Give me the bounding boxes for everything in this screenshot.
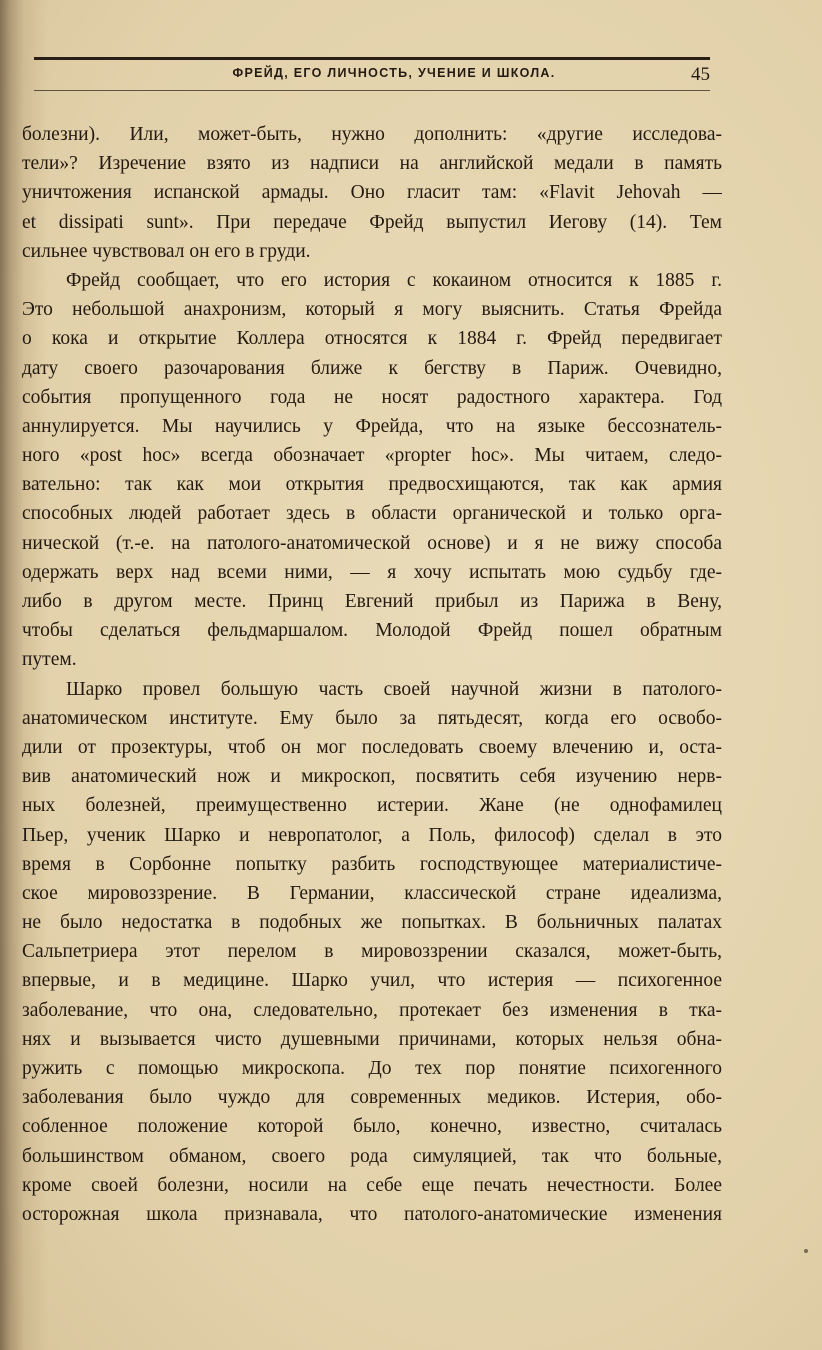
text-line: события пропущенного года не носят радостного характера. Год — [22, 386, 722, 408]
text-line: сильнее чувствовал он его в груди. — [22, 240, 311, 262]
text-line: вательно: так как мои открытия предвосхищаются, так как армия — [22, 474, 722, 496]
paragraph-first-line: Шарко провел большую часть своей научной жизни в патолого- — [66, 678, 722, 700]
text-line: нях и вызывается чисто душевными причинами, которых нельзя обна- — [22, 1028, 722, 1050]
text-line: время в Сорбонне попытку разбить господствующее материалистиче- — [22, 853, 722, 875]
header-bottom-rule — [34, 90, 710, 91]
text-line: дату своего разочарования ближе к бегству в Париж. Очевидно, — [22, 357, 722, 379]
text-line: аннулируется. Мы научились у Фрейда, что на языке бессознатель- — [22, 415, 722, 437]
text-line: собленное положение которой было, конечно, известно, считалась — [22, 1116, 722, 1138]
text-line: Пьер, ученик Шарко и невропатолог, а Поль, философ) сделал в это — [22, 824, 722, 846]
body-text — [22, 120, 722, 1229]
paragraph-first-line: Фрейд сообщает, что его история с кокаином относится к 1885 г. — [66, 269, 722, 291]
text-line: впервые, и в медицине. Шарко учил, что истерия — психогенное — [22, 970, 722, 992]
text-line: о кока и открытие Коллера относятся к 1884 г. Фрейд передвигает — [22, 328, 722, 350]
running-head — [34, 64, 710, 86]
text-line: заболевания было чуждо для современных медиков. Истерия, обо- — [22, 1087, 722, 1109]
text-line: чтобы сделаться фельдмаршалом. Молодой Фрейд пошел обратным — [22, 620, 722, 642]
paper-speck — [804, 1249, 808, 1253]
running-title: ФРЕЙД, ЕГО ЛИЧНОСТЬ, УЧЕНИЕ И ШКОЛА. — [232, 66, 556, 80]
text-line: либо в другом месте. Принц Евгений прибыл из Парижа в Вену, — [22, 591, 722, 612]
header-top-rule — [34, 57, 710, 60]
text-line: ружить с помощью микроскопа. До тех пор понятие психогенного — [22, 1058, 722, 1079]
text-line: дили от прозектуры, чтоб он мог последовать своему влечению и, оста- — [22, 736, 722, 758]
text-line: тели»? Изречение взято из надписи на английской медали в память — [22, 153, 722, 175]
text-line: ных болезней, преимущественно истерии. Жане (не однофамилец — [22, 795, 722, 817]
text-line: ское мировоззрение. В Германии, классической стране идеализма, — [22, 882, 722, 904]
text-line: Это небольшой анахронизм, который я могу выяснить. Статья Фрейда — [22, 299, 722, 321]
text-line: кроме своей болезни, носили на себе еще печать нечестности. Более — [22, 1174, 722, 1196]
text-line: большинством обманом, своего рода симуляцией, так что больные, — [22, 1145, 722, 1167]
text-line: болезни). Или, может-быть, нужно дополнить: «другие исследова- — [22, 124, 722, 145]
text-line: способных людей работает здесь в области органической и только орга- — [22, 503, 722, 525]
text-line: не было недостатка в подобных же попытках. В больничных палатах — [22, 912, 722, 934]
text-line: ного «post hoc» всегда обозначает «propter hoc». Мы читаем, следо- — [22, 445, 722, 467]
page-number: 45 — [691, 64, 710, 85]
text-line: одержать верх над всеми ними, — я хочу испытать мою судьбу где- — [22, 561, 722, 583]
text-line: уничтожения испанской армады. Оно гласит там: «Flavit Jehovah — — [22, 182, 722, 204]
text-line: заболевание, что она, следовательно, протекает без изменения в тка- — [22, 999, 722, 1021]
text-line: осторожная школа признавала, что патолого-анатомические изменения — [22, 1203, 722, 1225]
text-line: et dissipati sunt». При передаче Фрейд выпустил Иегову (14). Тем — [22, 211, 722, 233]
text-line: Сальпетриера этот перелом в мировоззрении сказался, может-быть, — [22, 941, 722, 963]
text-line: вив анатомический нож и микроскоп, посвятить себя изучению нерв- — [22, 766, 722, 788]
text-line: анатомическом институте. Ему было за пятьдесят, когда его освобо- — [22, 707, 722, 729]
text-line: путем. — [22, 649, 77, 671]
text-line: нической (т.-е. на патолого-анатомической основе) и я не вижу способа — [22, 532, 722, 554]
